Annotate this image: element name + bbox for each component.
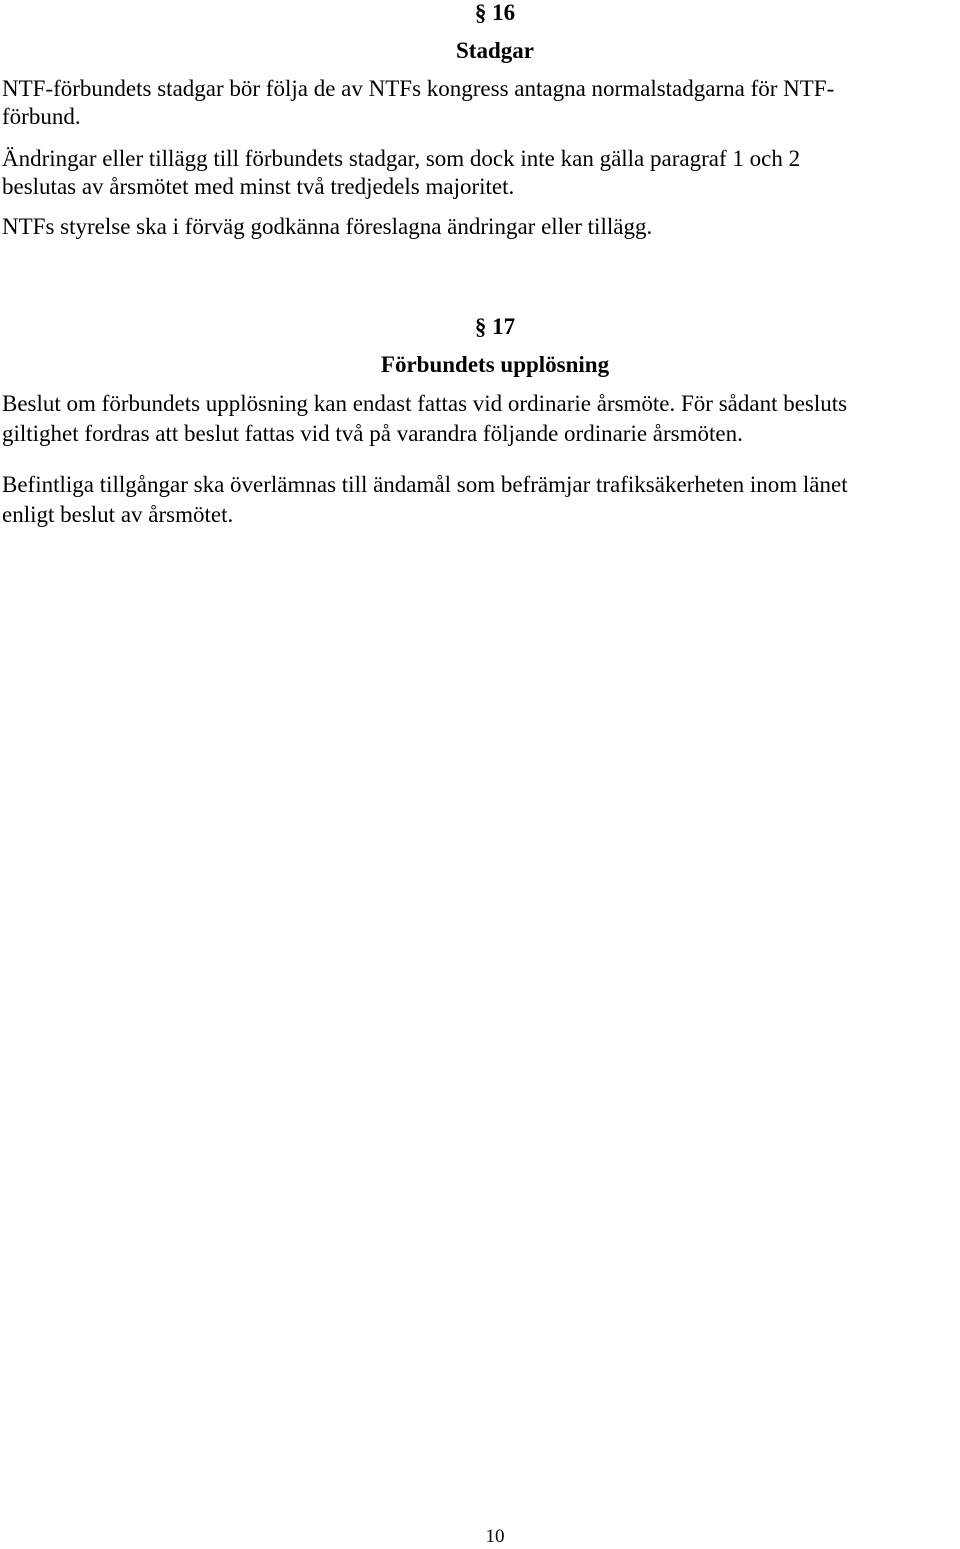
paragraph-16-number: § 16 bbox=[474, 0, 516, 25]
paragraph-17-number: § 17 bbox=[474, 314, 516, 339]
body-line: NTFs styrelse ska i förväg godkänna föreslagna ändringar eller tillägg. bbox=[2, 214, 653, 239]
body-line: beslutas av årsmötet med minst två tredjedels majoritet. bbox=[2, 174, 515, 199]
section-title-stadgar: Stadgar bbox=[456, 38, 534, 63]
body-line: NTF-förbundets stadgar bör följa de av NTFs kongress antagna normalstadgarna för NTF- bbox=[2, 76, 835, 101]
body-line: Ändringar eller tillägg till förbundets stadgar, som dock inte kan gälla paragraf 1 och 2 bbox=[2, 146, 801, 171]
body-line: Befintliga tillgångar ska överlämnas till ändamål som befrämjar trafiksäkerheten inom länet bbox=[2, 472, 848, 497]
body-line: Beslut om förbundets upplösning kan endast fattas vid ordinarie årsmöte. För sådant besluts bbox=[2, 391, 848, 416]
body-line: giltighet fordras att beslut fattas vid två på varandra följande ordinarie årsmöten. bbox=[2, 421, 743, 446]
body-line: enligt beslut av årsmötet. bbox=[2, 502, 234, 527]
section-title-forbundets-upplosning: Förbundets upplösning bbox=[380, 352, 610, 377]
body-line: förbund. bbox=[2, 104, 81, 129]
page-number: 10 bbox=[485, 1526, 505, 1547]
